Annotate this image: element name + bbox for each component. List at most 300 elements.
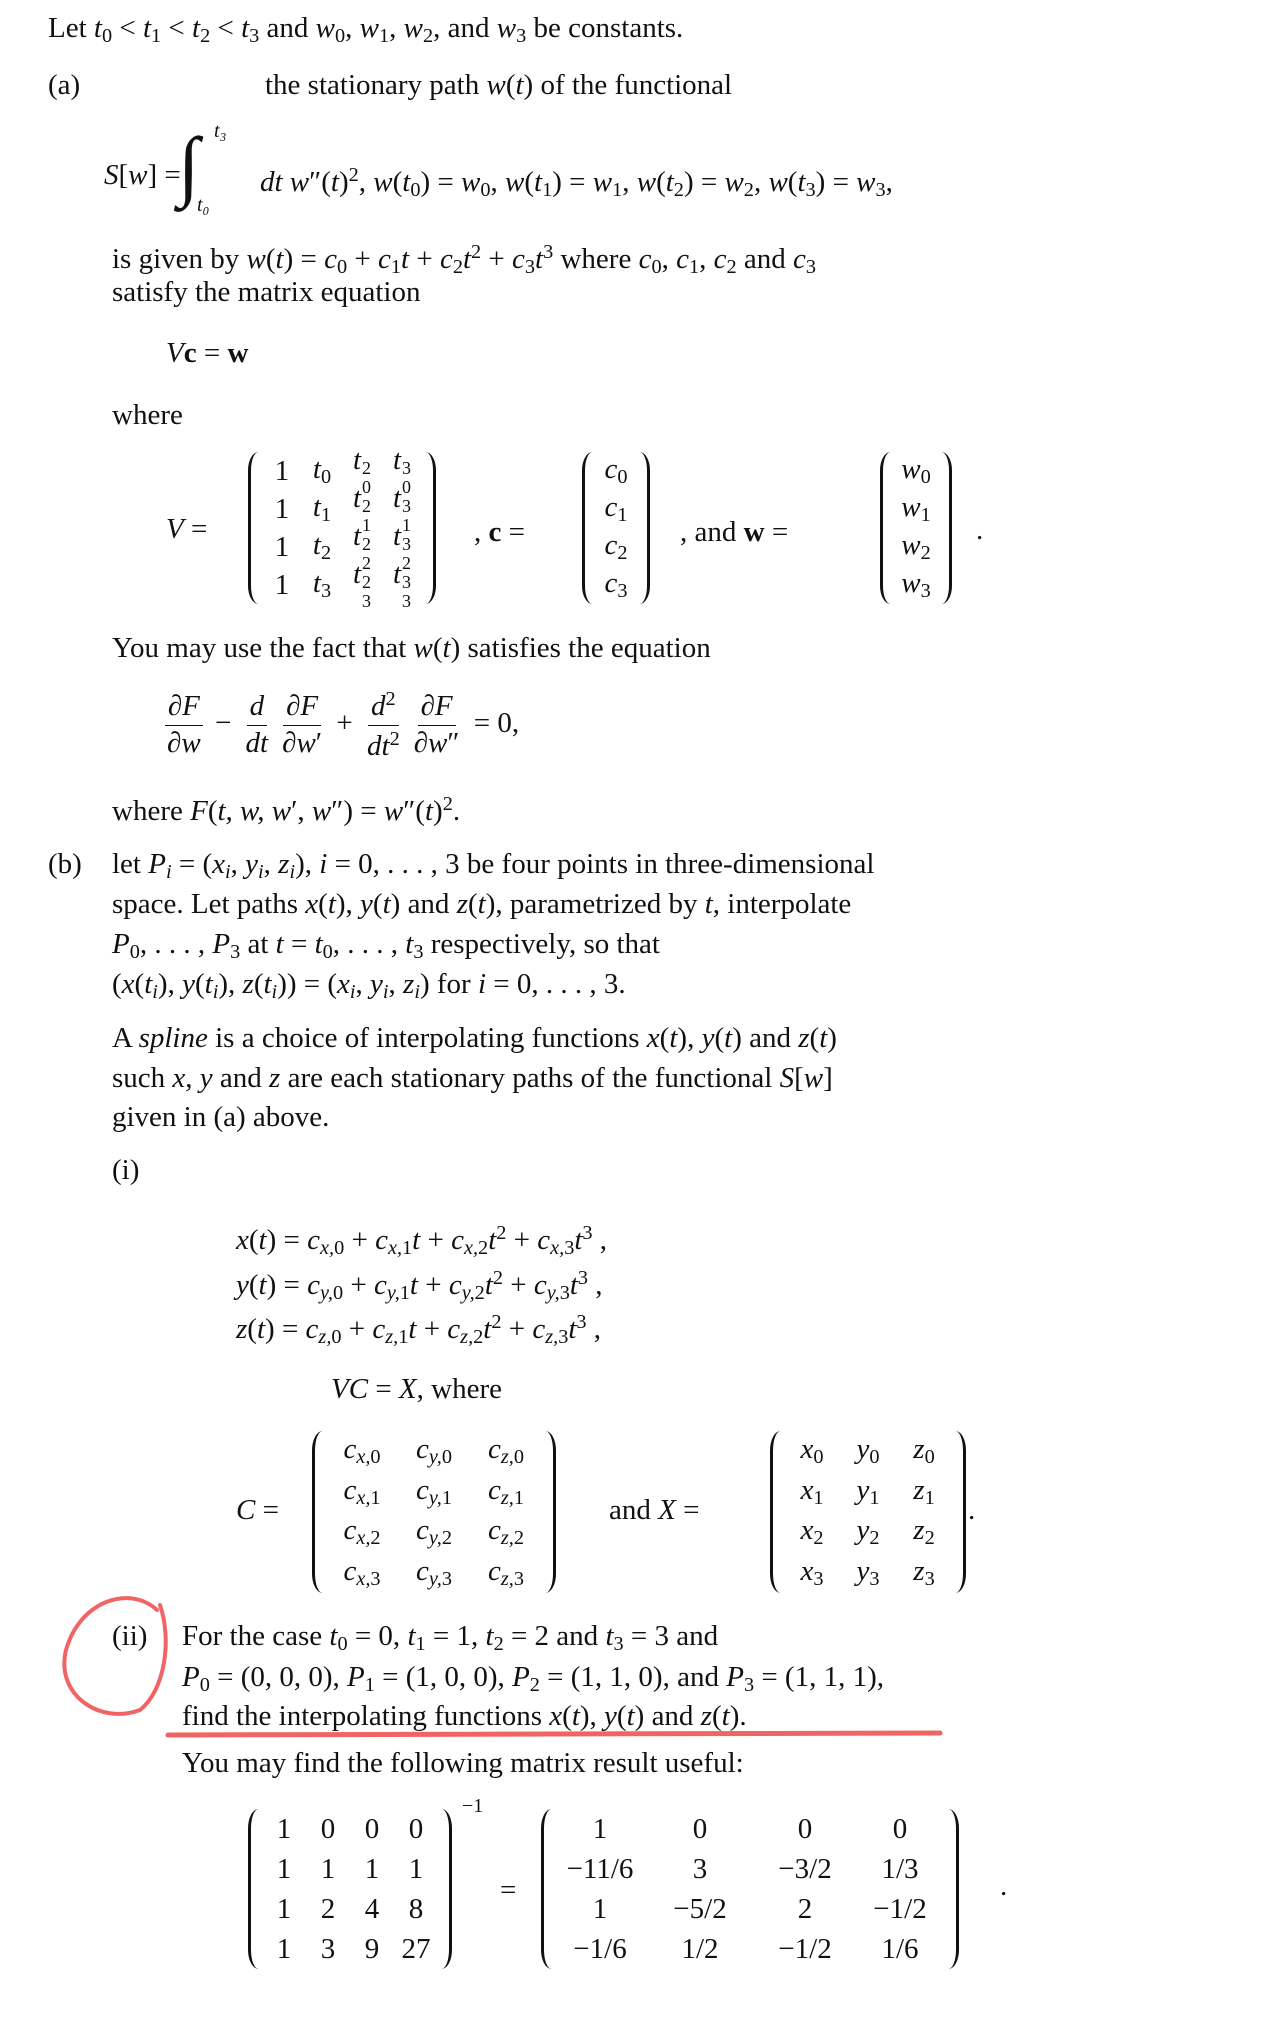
text-segment: For the case [182, 1620, 330, 1652]
math-segment: x, [387, 1237, 403, 1260]
text-segment: , where [416, 1373, 502, 1405]
math-segment: d [371, 690, 386, 723]
text-segment: , . . . , [332, 928, 406, 960]
text-segment: ) and [732, 1022, 799, 1054]
math-segment: 0 [129, 941, 140, 964]
math-segment: z [913, 1473, 925, 1506]
math-segment: c [488, 1473, 501, 1506]
text-segment: 1 [276, 1812, 292, 1845]
math-segment: z, [385, 1326, 399, 1349]
math-segment: x, [356, 1486, 371, 1509]
math-segment: t [515, 69, 524, 101]
math-segment: c [793, 243, 806, 276]
text-segment: + [416, 1313, 448, 1346]
text-segment: −3/2 [778, 1852, 832, 1885]
text-segment: ) = [265, 1313, 306, 1346]
text-segment: be constants. [526, 12, 684, 44]
text-segment: + [344, 1224, 376, 1257]
text-segment: ″( [309, 166, 331, 199]
math-segment: 3 [875, 179, 886, 202]
math-segment: 0 [924, 1446, 935, 1469]
text-segment: 0 [408, 1812, 424, 1845]
math-segment: 0 [322, 941, 333, 964]
text-segment: and [736, 243, 793, 276]
math-segment: c [448, 1269, 462, 1302]
text-segment: ) satisfies the equation [450, 632, 711, 664]
text-segment: = (1, 1, 1), [754, 1661, 884, 1693]
math-segment: t [626, 1700, 635, 1732]
text-segment: + [420, 1224, 452, 1257]
math-segment: t [571, 1700, 580, 1732]
math-segment: 3 [805, 179, 816, 202]
text-segment: ( [656, 166, 666, 199]
math-segment: w [315, 12, 336, 44]
math-segment: P [182, 1661, 200, 1693]
text-segment: , [297, 795, 312, 828]
text-segment: ( [524, 166, 535, 199]
math-segment: c [378, 243, 391, 276]
math-segment: 0 [441, 1446, 452, 1469]
text-segment: 4 [364, 1892, 380, 1925]
math-segment: w [901, 566, 921, 599]
math-segment: t [258, 1269, 267, 1302]
text-segment: = [764, 516, 789, 548]
math-segment: 3 [564, 1237, 575, 1260]
text-segment: = (1, 1, 0), and [539, 1661, 727, 1693]
math-segment: z, [545, 1326, 559, 1349]
script: 2 [362, 572, 372, 593]
text-segment: ( [134, 968, 145, 1000]
math-segment: w [636, 166, 657, 199]
text-segment: , [592, 1224, 608, 1257]
text-segment: 9 [364, 1932, 380, 1965]
text-segment: ″ [447, 727, 460, 760]
math-segment: x, [550, 1237, 565, 1260]
math-segment: c [488, 1554, 501, 1587]
text-segment: ( [616, 1700, 627, 1732]
text-segment: + [343, 1269, 374, 1302]
text-segment: ( [194, 968, 205, 1000]
math-segment: z, [500, 1527, 514, 1550]
text-segment: ( [432, 632, 443, 664]
math-segment: t [797, 166, 806, 199]
math-segment: P [212, 928, 231, 960]
text-segment: find the interpolating functions [182, 1700, 550, 1732]
math-segment: P [726, 1661, 744, 1693]
math-segment: y [701, 1022, 715, 1054]
math-segment: P [148, 848, 166, 880]
math-segment: y [182, 968, 195, 1000]
math-segment: t [142, 12, 152, 44]
math-segment: c [307, 1224, 320, 1257]
math-segment: S [779, 1062, 795, 1094]
math-segment: 2 [474, 1282, 485, 1305]
text-segment: , [185, 1062, 200, 1094]
text-segment: ( [562, 1700, 572, 1732]
math-segment: t [409, 1269, 418, 1302]
text-segment: , interpolate [712, 888, 852, 920]
math-segment: 2 [492, 1267, 504, 1289]
math-segment: 1 [415, 1633, 426, 1656]
text-segment: −1/2 [873, 1892, 927, 1925]
text-segment: is given by [112, 243, 247, 276]
math-segment: z, [318, 1326, 332, 1349]
math-segment: c [439, 243, 453, 276]
math-segment: ∂F [286, 690, 319, 723]
math-segment: 2 [348, 164, 359, 186]
math-segment: X [398, 1373, 417, 1405]
math-segment: x [172, 1062, 186, 1094]
text-segment: = (0, 0, 0), [209, 1661, 348, 1693]
math-segment: i [225, 861, 231, 884]
text-segment: ), [677, 1022, 702, 1054]
math-segment: z [236, 1313, 248, 1346]
math-segment: y, [546, 1282, 560, 1305]
text-segment: , and [433, 12, 497, 44]
math-segment: c [416, 1514, 429, 1547]
math-segment: t [144, 968, 153, 1000]
math-segment: w [246, 243, 266, 276]
math-segment: 1 [813, 1486, 824, 1509]
math-segment: t [605, 1620, 614, 1652]
math-segment: i [165, 861, 172, 884]
text-segment: ), [295, 848, 320, 880]
script: 0 [362, 477, 372, 498]
math-segment: P [112, 928, 130, 960]
text-segment: , [389, 12, 404, 44]
math-segment: 3 [613, 1633, 624, 1656]
text-segment: ( [505, 69, 516, 101]
math-segment: 0 [334, 1237, 345, 1260]
math-segment: t [314, 928, 323, 960]
text-segment: ″( [403, 795, 425, 828]
math-segment: 1 [320, 503, 332, 526]
script: 2 [402, 553, 412, 574]
math-segment: x [305, 888, 319, 920]
text-segment: such [112, 1062, 173, 1094]
text-segment: = [196, 337, 228, 369]
math-segment: w [901, 490, 921, 523]
text-segment: , . . . , [139, 928, 213, 960]
math-segment: i [319, 848, 328, 880]
text-segment: −1/2 [778, 1932, 832, 1965]
math-segment: P [347, 1661, 365, 1693]
text-segment: ′ [291, 795, 298, 828]
math-segment: spline [138, 1022, 208, 1054]
text-segment: 2 [797, 1892, 813, 1925]
math-segment: w [311, 795, 332, 828]
math-segment: y, [386, 1282, 400, 1305]
text-segment: ), [218, 968, 243, 1000]
math-segment: 3 [559, 1282, 570, 1305]
integral-sign: ∫ [178, 121, 200, 208]
text-segment: < [210, 12, 242, 44]
period: . [976, 514, 984, 546]
math-segment: i [271, 981, 278, 1004]
text-segment: 1 [364, 1852, 380, 1885]
math-segment: y, [320, 1282, 333, 1305]
math-segment: 2 [673, 179, 684, 202]
math-segment: t [569, 1269, 578, 1302]
script: 3 [362, 591, 372, 612]
math-segment: i [414, 981, 420, 1004]
script: 3 [402, 496, 412, 517]
text-segment: + [409, 243, 440, 276]
math-segment: y, [461, 1282, 475, 1305]
math-segment: w [724, 166, 744, 199]
math-segment: t [392, 557, 402, 590]
math-segment: ∂w [413, 727, 448, 760]
math-segment: 2 [473, 1326, 484, 1349]
math-segment: t [424, 795, 434, 828]
text-segment: ), parametrized by [485, 888, 705, 920]
equals-zero: = 0, [473, 707, 520, 740]
math-segment: 3 [441, 1567, 452, 1590]
math-segment: 0 [370, 1446, 381, 1469]
text-segment: ( [265, 243, 276, 276]
math-segment: 1 [513, 1486, 524, 1509]
math-segment: t [330, 166, 339, 199]
math-segment: 1 [402, 1237, 413, 1260]
math-segment: 0 [651, 256, 662, 279]
red-underline-annotation [168, 1733, 940, 1735]
math-segment: 2 [491, 1311, 502, 1333]
text-segment: and [609, 1494, 659, 1526]
text-segment: ), [157, 968, 183, 1000]
math-segment: x [337, 968, 350, 1000]
text-segment: ( [714, 1022, 725, 1054]
math-segment: 2 [869, 1527, 880, 1550]
math-segment: 0 [337, 1633, 348, 1656]
math-segment: t [312, 528, 321, 561]
math-segment: z [269, 1062, 281, 1094]
math-segment: x [800, 1514, 814, 1547]
text-segment: You may use the fact that [112, 632, 414, 664]
text-segment: ) = [266, 1224, 308, 1257]
math-segment: w [128, 159, 148, 191]
math-segment: t [392, 443, 402, 476]
text-segment: ) and [390, 888, 457, 920]
math-segment: 2 [493, 1633, 504, 1656]
math-segment: t [192, 12, 201, 44]
math-segment: c [324, 243, 337, 276]
text-segment: = [255, 1494, 279, 1526]
math-segment: c [372, 1313, 386, 1346]
math-segment: c [604, 452, 618, 485]
text-segment: , [230, 848, 246, 880]
math-segment: c [416, 1554, 429, 1587]
math-segment: c [488, 1514, 501, 1547]
math-segment: y [856, 1514, 870, 1547]
math-segment: t [204, 968, 213, 1000]
math-segment: 2 [743, 179, 754, 202]
text-segment: , [358, 166, 374, 199]
text-segment: ( [787, 166, 798, 199]
part-b-label: (b) [48, 848, 82, 880]
text-segment: ′ [315, 727, 323, 760]
text-segment: 1 [276, 1932, 292, 1965]
math-segment: w [486, 69, 506, 101]
math-segment: t [484, 1269, 493, 1302]
math-segment: c [604, 566, 618, 599]
math-segment: 1 [370, 1486, 381, 1509]
text-segment: < [161, 12, 193, 44]
math-segment: w [743, 516, 765, 548]
text-segment: , [699, 243, 714, 276]
text-segment: ) = [815, 166, 857, 199]
math-segment: t [665, 166, 674, 199]
math-segment: z [913, 1433, 925, 1466]
math-segment: 0 [617, 465, 628, 488]
text-segment: + [501, 1313, 533, 1346]
math-segment: i [382, 981, 389, 1004]
math-segment: y [856, 1554, 870, 1587]
text-segment: ) [338, 166, 349, 199]
math-segment: t [485, 1620, 494, 1652]
period: . [1000, 1870, 1008, 1902]
text-segment: where [112, 795, 191, 828]
text-segment: 1 [320, 1852, 336, 1885]
part-a-label: (a) [48, 69, 81, 101]
text-segment: ( [318, 888, 328, 920]
math-segment: 1 [379, 25, 390, 48]
math-segment: c [416, 1473, 429, 1506]
text-segment: ] [823, 1062, 833, 1094]
math-segment: y [199, 1062, 213, 1094]
text-segment: and [687, 516, 744, 548]
math-segment: t [442, 632, 451, 664]
text-segment: space. Let paths [112, 888, 306, 920]
math-segment: c [532, 1313, 546, 1346]
part-b-ii-label: (ii) [112, 1620, 148, 1652]
math-segment: 2 [513, 1527, 524, 1550]
math-segment: c [416, 1433, 429, 1466]
math-segment: x [236, 1224, 249, 1257]
red-circle-annotation [64, 1598, 165, 1714]
text-segment: ( [112, 968, 122, 1000]
math-segment: c [343, 1433, 357, 1466]
math-segment: x, [320, 1237, 335, 1260]
math-segment: 2 [370, 1527, 381, 1550]
text-segment: + [341, 1313, 373, 1346]
math-segment: dt w [260, 166, 310, 199]
math-segment: t [392, 481, 402, 514]
math-segment: 3 [813, 1567, 824, 1590]
math-segment: t [382, 888, 391, 920]
math-segment: 2 [920, 541, 931, 564]
text-segment: 8 [408, 1892, 424, 1925]
text-segment: . [452, 795, 461, 828]
text-segment: , [680, 516, 688, 548]
math-segment: 0 [410, 179, 421, 202]
period: . [968, 1494, 976, 1526]
text-segment: ) for [419, 968, 478, 1000]
math-segment: 3 [513, 1567, 524, 1590]
math-segment: x [549, 1700, 563, 1732]
text-segment: [ [118, 159, 129, 191]
math-segment: 3 [516, 25, 527, 48]
math-segment: V [166, 513, 184, 545]
text-segment: ( [659, 1022, 670, 1054]
math-segment: 0 [869, 1446, 880, 1469]
math-segment: t [412, 1224, 421, 1257]
math-segment: x, [356, 1567, 371, 1590]
text-segment: , [345, 12, 360, 44]
text-segment: 1 [408, 1852, 424, 1885]
math-segment: P [512, 1661, 530, 1693]
math-segment: i [289, 861, 296, 884]
script: 1 [402, 515, 412, 536]
text-segment: let [112, 848, 149, 880]
text-segment: 27 [401, 1932, 431, 1965]
plus-sign: + [336, 707, 353, 740]
script: 2 [362, 458, 372, 479]
math-segment: 2 [813, 1527, 824, 1550]
text-segment: = 3 and [623, 1620, 719, 1652]
math-segment: t [462, 243, 472, 276]
text-segment: , [263, 848, 279, 880]
math-segment: x [212, 848, 225, 880]
text-segment: 1/2 [681, 1932, 719, 1965]
math-segment: c [537, 1224, 551, 1257]
math-segment: w [373, 166, 393, 199]
text-segment: ( [711, 1700, 722, 1732]
text-segment: , [885, 166, 893, 199]
math-segment: 3 [617, 579, 628, 602]
math-segment: y, [428, 1567, 442, 1590]
math-segment: c [307, 1269, 320, 1302]
text-segment: A [112, 1022, 139, 1054]
text-segment: 0 [892, 1812, 908, 1845]
math-segment: t [93, 12, 102, 44]
math-segment: y, [428, 1527, 442, 1550]
integral-lower-limit: t₀ [197, 194, 210, 216]
text-segment: = [675, 1494, 700, 1526]
text-segment: −11/6 [566, 1852, 634, 1885]
math-segment: c [638, 243, 652, 276]
inverse-exponent: −1 [462, 1795, 484, 1817]
math-segment: 3 [805, 256, 817, 279]
text-segment: 1 [276, 1852, 292, 1885]
text-segment: where [553, 243, 639, 276]
math-segment: t [329, 1620, 338, 1652]
text-segment: ″) = [331, 795, 384, 828]
text-segment: ( [207, 795, 218, 828]
math-segment: z [242, 968, 254, 1000]
text-segment: < [112, 12, 143, 44]
math-segment: ∂F [420, 690, 453, 723]
math-segment: 3 [577, 1267, 589, 1289]
text-segment: + [481, 243, 513, 276]
script: 2 [362, 534, 372, 555]
math-segment: 3 [576, 1311, 587, 1333]
math-segment: z [278, 848, 290, 880]
text-segment: at [240, 928, 276, 960]
math-segment: y, [428, 1486, 442, 1509]
math-segment: c [451, 1224, 464, 1257]
text-segment: + [417, 1269, 449, 1302]
math-segment: t [263, 968, 272, 1000]
math-segment: z [456, 888, 468, 920]
text-segment: ( [467, 888, 478, 920]
math-segment: t [407, 1620, 416, 1652]
text-segment: , [586, 1313, 602, 1346]
integral-upper-limit: t₃ [214, 120, 227, 142]
math-segment: c [183, 337, 197, 369]
math-segment: w [505, 166, 525, 199]
text-segment: , [388, 968, 404, 1000]
math-segment: c [533, 1269, 547, 1302]
